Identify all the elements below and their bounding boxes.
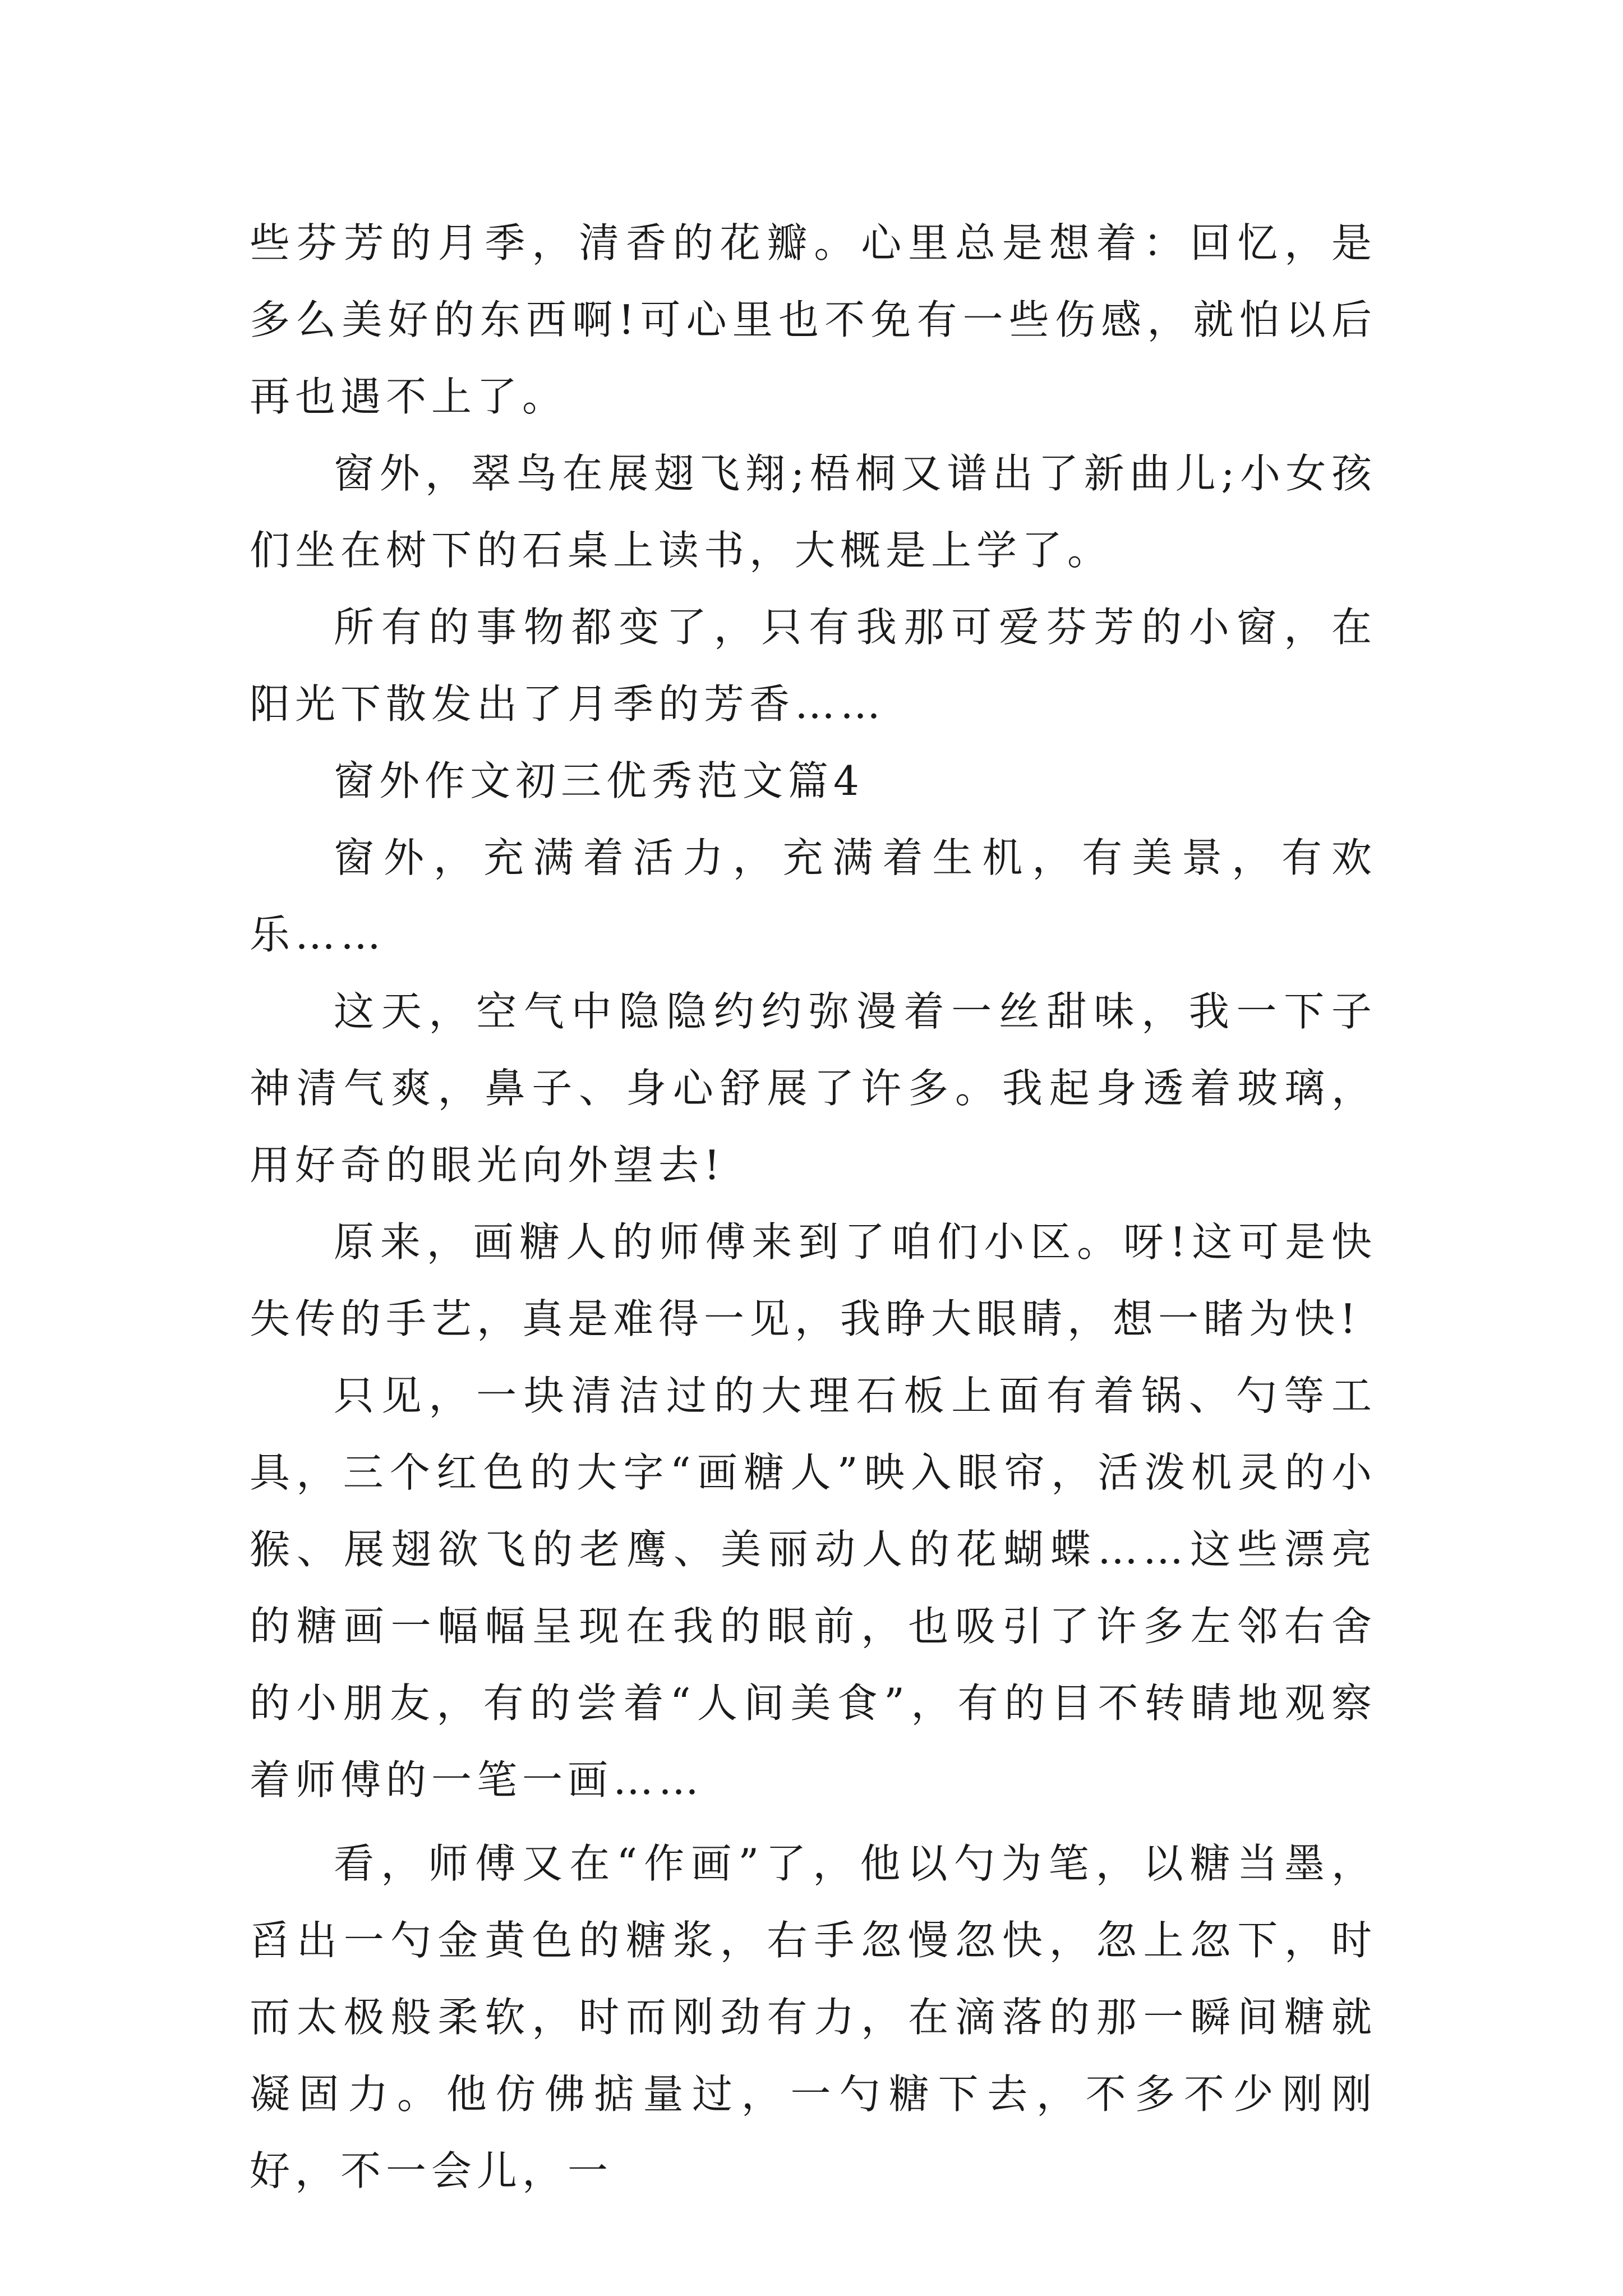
paragraph: 原来，画糖人的师傅来到了咱们小区。呀!这可是快失传的手艺，真是难得一见，我睁大眼睛，想一睹为快! — [250, 1218, 1377, 1342]
section-heading: 窗外作文初三优秀范文篇4 — [334, 757, 864, 804]
article-body — [250, 205, 1377, 2210]
paragraph: 只见，一块清洁过的大理石板上面有着锅、勺等工具，三个红色的大字“画糖人”映入眼帘，活泼机灵的小猴、展翅欲飞的老鹰、美丽动人的花蝴蝶……这些漂亮的糖画一幅幅呈现在我的眼前，也吸引了许多左邻右舍的小朋友，有的尝着“人间美食”，有的目不转睛地观察着师傅的一笔一画…… — [250, 1372, 1377, 1803]
paragraph: 窗外，充满着活力，充满着生机，有美景，有欢乐…… — [250, 834, 1377, 958]
paragraph: 看，师傅又在“作画”了，他以勺为笔，以糖当墨，舀出一勺金黄色的糖浆，右手忽慢忽快，忽上忽下，时而太极般柔软，时而刚劲有力，在滴落的那一瞬间糖就凝固力。他仿佛掂量过，一勺糖下去，不多不少刚刚好，不一会儿，一 — [250, 1840, 1377, 2194]
paragraph: 些芬芳的月季，清香的花瓣。心里总是想着：回忆，是多么美好的东西啊!可心里也不免有一些伤感，就怕以后再也遇不上了。 — [250, 219, 1377, 420]
paragraph: 这天，空气中隐隐约约弥漫着一丝甜味，我一下子神清气爽，鼻子、身心舒展了许多。我起身透着玻璃，用好奇的眼光向外望去! — [250, 988, 1377, 1189]
paragraph-spacer — [250, 1819, 1377, 1825]
paragraph: 所有的事物都变了，只有我那可爱芬芳的小窗，在阳光下散发出了月季的芳香…… — [250, 604, 1377, 728]
paragraph: 窗外，翠鸟在展翅飞翔;梧桐又谱出了新曲儿;小女孩们坐在树下的石桌上读书，大概是上学了。 — [250, 450, 1377, 574]
